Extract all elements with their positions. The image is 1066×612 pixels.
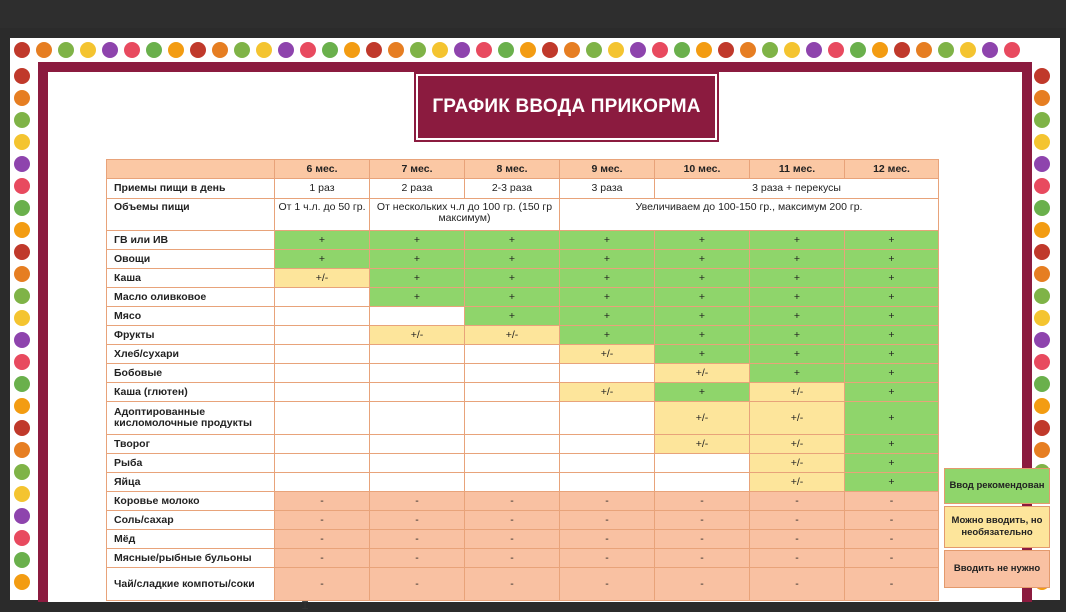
fruit-icon	[234, 42, 250, 58]
fruit-icon	[696, 42, 712, 58]
table-cell: +/-	[750, 435, 845, 454]
row-label: Чай/сладкие компоты/соки	[107, 568, 275, 601]
table-cell: -	[750, 511, 845, 530]
table-cell: Увеличиваем до 100-150 гр., максимум 200 гр.	[560, 199, 939, 231]
table-cell: -	[275, 530, 370, 549]
fruit-icon	[14, 112, 30, 128]
row-label: Овощи	[107, 250, 275, 269]
fruit-icon	[1034, 266, 1050, 282]
content-frame	[38, 62, 1045, 602]
fruit-icon	[1034, 398, 1050, 414]
table-cell	[370, 307, 465, 326]
row-label: Масло оливковое	[107, 288, 275, 307]
table-cell: -	[655, 549, 750, 568]
table-cell: +/-	[750, 383, 845, 402]
fruit-icon	[1034, 68, 1050, 84]
fruit-icon	[1034, 222, 1050, 238]
fruit-icon	[102, 42, 118, 58]
fruit-icon	[1034, 134, 1050, 150]
fruit-icon	[1004, 42, 1020, 58]
fruit-icon	[14, 486, 30, 502]
fruit-icon	[14, 90, 30, 106]
table-row	[107, 492, 939, 511]
table-cell	[275, 402, 370, 435]
table-cell: +/-	[750, 473, 845, 492]
table-cell: -	[655, 511, 750, 530]
table-cell: 2 раза	[370, 179, 465, 199]
table-cell: +/-	[370, 326, 465, 345]
fruit-icon	[410, 42, 426, 58]
table-cell	[560, 454, 655, 473]
table-cell	[465, 383, 560, 402]
fruit-icon	[520, 42, 536, 58]
fruit-icon	[14, 134, 30, 150]
table-row	[107, 454, 939, 473]
fruit-icon	[14, 398, 30, 414]
table-cell: -	[750, 530, 845, 549]
table-cell	[560, 402, 655, 435]
header-cell: 8 мес.	[465, 160, 560, 179]
fruit-icon	[14, 266, 30, 282]
row-label: ГВ или ИВ	[107, 231, 275, 250]
table-cell: -	[750, 492, 845, 511]
table-row	[107, 364, 939, 383]
table-cell	[275, 345, 370, 364]
table-cell: +/-	[465, 326, 560, 345]
row-label: Каша (глютен)	[107, 383, 275, 402]
fruit-icon	[740, 42, 756, 58]
table-cell	[370, 435, 465, 454]
table-row	[107, 568, 939, 601]
table-cell: +/-	[560, 345, 655, 364]
fruit-icon	[388, 42, 404, 58]
fruit-icon	[14, 200, 30, 216]
legend-recommended: Ввод рекомендован	[944, 468, 1050, 504]
table-cell	[465, 473, 560, 492]
table-row	[107, 549, 939, 568]
row-label: Фрукты	[107, 326, 275, 345]
fruit-icon	[432, 42, 448, 58]
table-cell: -	[275, 492, 370, 511]
table-cell: -	[275, 568, 370, 601]
fruit-icon	[960, 42, 976, 58]
fruit-icon	[14, 442, 30, 458]
table-cell: -	[845, 549, 939, 568]
row-label: Мясные/рыбные бульоны	[107, 549, 275, 568]
table-cell: +	[655, 383, 750, 402]
fruit-icon	[498, 42, 514, 58]
fruit-icon	[366, 42, 382, 58]
fruit-icon	[14, 310, 30, 326]
table-cell	[275, 364, 370, 383]
table-cell	[275, 326, 370, 345]
table-cell: +/-	[655, 435, 750, 454]
table-cell	[560, 473, 655, 492]
table-cell: -	[465, 492, 560, 511]
table-row	[107, 473, 939, 492]
table-cell: +	[845, 345, 939, 364]
table-cell: +	[465, 250, 560, 269]
row-label: Приемы пищи в день	[107, 179, 275, 199]
table-cell: +	[845, 402, 939, 435]
table-cell: +	[845, 435, 939, 454]
row-label: Мясо	[107, 307, 275, 326]
fruit-icon	[674, 42, 690, 58]
table-cell: -	[275, 549, 370, 568]
meals-row	[107, 179, 939, 199]
fruit-icon	[850, 42, 866, 58]
row-label: Хлеб/сухари	[107, 345, 275, 364]
fruit-icon	[630, 42, 646, 58]
fruit-icon	[894, 42, 910, 58]
table-cell: +	[655, 288, 750, 307]
table-row	[107, 231, 939, 250]
table-cell: +	[465, 269, 560, 288]
table-cell: От нескольких ч.л до 100 гр. (150 гр максимум)	[370, 199, 560, 231]
table-cell: -	[465, 511, 560, 530]
fruit-icon	[14, 508, 30, 524]
row-label: Яйца	[107, 473, 275, 492]
fruit-icon	[278, 42, 294, 58]
table-cell	[465, 435, 560, 454]
row-label: Соль/сахар	[107, 511, 275, 530]
fruit-icon	[1034, 178, 1050, 194]
table-cell	[655, 454, 750, 473]
fruit-icon	[14, 354, 30, 370]
text-cursor-icon: Ɪ	[302, 600, 309, 612]
table-cell: -	[370, 492, 465, 511]
table-cell: -	[655, 568, 750, 601]
table-cell	[465, 454, 560, 473]
table-cell: -	[560, 568, 655, 601]
table-cell: +	[845, 269, 939, 288]
table-cell: -	[560, 492, 655, 511]
fruit-icon	[14, 332, 30, 348]
fruit-icon	[344, 42, 360, 58]
fruit-icon	[476, 42, 492, 58]
table-cell: +	[465, 231, 560, 250]
table-cell	[370, 345, 465, 364]
fruit-icon	[454, 42, 470, 58]
fruit-icon	[762, 42, 778, 58]
table-row	[107, 269, 939, 288]
fruit-icon	[1034, 332, 1050, 348]
fruit-icon	[1034, 156, 1050, 172]
table-cell	[560, 364, 655, 383]
fruit-icon	[14, 68, 30, 84]
table-cell	[275, 473, 370, 492]
table-cell: +	[275, 231, 370, 250]
table-row	[107, 511, 939, 530]
table-cell: От 1 ч.л. до 50 гр.	[275, 199, 370, 231]
table-cell: +/-	[560, 383, 655, 402]
fruit-icon	[784, 42, 800, 58]
table-cell: +	[750, 288, 845, 307]
table-cell: +	[655, 269, 750, 288]
fruit-icon	[14, 552, 30, 568]
fruit-icon	[938, 42, 954, 58]
table-cell	[370, 383, 465, 402]
fruit-icon	[36, 42, 52, 58]
table-cell: -	[560, 530, 655, 549]
top-bar	[0, 0, 1066, 28]
table-cell: -	[560, 511, 655, 530]
fruit-icon	[1034, 244, 1050, 260]
fruit-icon	[300, 42, 316, 58]
table-cell	[275, 435, 370, 454]
table-cell: +/-	[655, 364, 750, 383]
table-cell: +	[845, 250, 939, 269]
table-cell: +	[750, 231, 845, 250]
table-cell: -	[560, 549, 655, 568]
row-label: Каша	[107, 269, 275, 288]
table-row	[107, 288, 939, 307]
table-cell: 3 раза + перекусы	[655, 179, 939, 199]
table-cell: -	[370, 530, 465, 549]
table-cell: +	[845, 383, 939, 402]
table-cell	[275, 307, 370, 326]
table-cell: +	[275, 250, 370, 269]
table-row	[107, 250, 939, 269]
table-cell: +/-	[750, 402, 845, 435]
fruit-icon	[806, 42, 822, 58]
fruit-icon	[542, 42, 558, 58]
table-row	[107, 383, 939, 402]
fruit-icon	[14, 288, 30, 304]
table-cell: +	[845, 364, 939, 383]
table-cell: +	[750, 269, 845, 288]
slide	[10, 38, 1060, 612]
fruit-icon	[14, 156, 30, 172]
table-cell: 1 раз	[275, 179, 370, 199]
table-cell: +	[845, 307, 939, 326]
fruit-icon	[608, 42, 624, 58]
fruit-icon	[14, 244, 30, 260]
fruit-icon	[14, 376, 30, 392]
table-cell	[465, 402, 560, 435]
table-cell: +/-	[750, 454, 845, 473]
fruit-icon	[146, 42, 162, 58]
fruit-icon	[982, 42, 998, 58]
table-cell: +	[370, 250, 465, 269]
fruit-icon	[14, 42, 30, 58]
table-cell: -	[845, 568, 939, 601]
fruit-icon	[322, 42, 338, 58]
fruit-icon	[1034, 310, 1050, 326]
fruit-icon	[718, 42, 734, 58]
row-label: Адоптированные кисломолочные продукты	[107, 402, 275, 435]
fruit-icon	[190, 42, 206, 58]
table-row	[107, 402, 939, 435]
table-cell: -	[845, 492, 939, 511]
table-cell: +	[370, 269, 465, 288]
fruit-icon	[80, 42, 96, 58]
table-cell: +	[655, 345, 750, 364]
table-cell: +	[845, 326, 939, 345]
fruit-icon	[1034, 354, 1050, 370]
table-cell: +	[465, 307, 560, 326]
table-cell: +	[655, 307, 750, 326]
table-row	[107, 435, 939, 454]
table-row	[107, 345, 939, 364]
fruit-border-top	[10, 38, 1060, 64]
page-title: ГРАФИК ВВОДА ПРИКОРМА	[416, 74, 717, 140]
table-cell: +	[750, 307, 845, 326]
table-cell	[370, 473, 465, 492]
fruit-icon	[1034, 376, 1050, 392]
fruit-icon	[872, 42, 888, 58]
table-cell: -	[465, 530, 560, 549]
table-cell: -	[370, 549, 465, 568]
table-cell: -	[750, 568, 845, 601]
table-cell	[370, 454, 465, 473]
table-cell	[370, 402, 465, 435]
table-cell: -	[465, 568, 560, 601]
fruit-icon	[1034, 420, 1050, 436]
header-cell: 9 мес.	[560, 160, 655, 179]
table-cell: +	[655, 326, 750, 345]
table-cell	[275, 383, 370, 402]
row-label: Рыба	[107, 454, 275, 473]
fruit-icon	[14, 574, 30, 590]
table-cell: 2-3 раза	[465, 179, 560, 199]
table-cell: +	[750, 345, 845, 364]
table-cell	[560, 435, 655, 454]
legend-not-needed: Вводить не нужно	[944, 550, 1050, 588]
table-cell	[465, 364, 560, 383]
header-cell: 12 мес.	[845, 160, 939, 179]
table-row	[107, 307, 939, 326]
fruit-icon	[124, 42, 140, 58]
table-cell: +	[845, 454, 939, 473]
fruit-icon	[586, 42, 602, 58]
row-label: Бобовые	[107, 364, 275, 383]
table-cell: -	[370, 511, 465, 530]
table-cell	[275, 288, 370, 307]
table-cell: -	[465, 549, 560, 568]
table-cell: +	[655, 250, 750, 269]
table-cell: -	[845, 511, 939, 530]
fruit-icon	[14, 420, 30, 436]
table-cell: +	[560, 288, 655, 307]
table-cell: +	[370, 288, 465, 307]
table-cell	[275, 454, 370, 473]
volume-row	[107, 199, 939, 231]
table-header-row	[107, 160, 939, 179]
fruit-border-left	[10, 64, 40, 600]
fruit-icon	[212, 42, 228, 58]
table-cell	[465, 345, 560, 364]
table-cell: +	[845, 288, 939, 307]
table-cell: +	[370, 231, 465, 250]
legend-optional: Можно вводить, но необязательно	[944, 506, 1050, 548]
fruit-icon	[828, 42, 844, 58]
fruit-icon	[916, 42, 932, 58]
table-row	[107, 530, 939, 549]
table-cell: +/-	[275, 269, 370, 288]
table-cell: +	[845, 473, 939, 492]
feeding-schedule-table	[106, 159, 939, 601]
table-cell: +/-	[655, 402, 750, 435]
header-cell: 10 мес.	[655, 160, 750, 179]
table-cell: +	[560, 307, 655, 326]
row-label: Мёд	[107, 530, 275, 549]
header-cell: 11 мес.	[750, 160, 845, 179]
header-cell	[107, 160, 275, 179]
fruit-icon	[14, 464, 30, 480]
table-cell	[370, 364, 465, 383]
table-cell: -	[655, 492, 750, 511]
table-cell: +	[465, 288, 560, 307]
fruit-icon	[14, 222, 30, 238]
table-cell: +	[560, 231, 655, 250]
fruit-icon	[14, 178, 30, 194]
table-cell: 3 раза	[560, 179, 655, 199]
row-label: Объемы пищи	[107, 199, 275, 231]
fruit-icon	[168, 42, 184, 58]
table-cell: +	[560, 250, 655, 269]
table-cell: +	[750, 364, 845, 383]
table-cell: +	[845, 231, 939, 250]
table-cell: -	[845, 530, 939, 549]
table-cell: -	[370, 568, 465, 601]
fruit-icon	[1034, 90, 1050, 106]
row-label: Коровье молоко	[107, 492, 275, 511]
table-cell: +	[750, 250, 845, 269]
header-cell: 6 мес.	[275, 160, 370, 179]
header-cell: 7 мес.	[370, 160, 465, 179]
fruit-icon	[58, 42, 74, 58]
fruit-icon	[1034, 288, 1050, 304]
table-cell: +	[750, 326, 845, 345]
fruit-icon	[1034, 442, 1050, 458]
fruit-icon	[652, 42, 668, 58]
table-cell: -	[655, 530, 750, 549]
table-cell: +	[560, 269, 655, 288]
row-label: Творог	[107, 435, 275, 454]
table-row	[107, 326, 939, 345]
fruit-icon	[256, 42, 272, 58]
fruit-icon	[564, 42, 580, 58]
table-cell: +	[560, 326, 655, 345]
table-cell: +	[655, 231, 750, 250]
table-cell: -	[275, 511, 370, 530]
fruit-icon	[1034, 112, 1050, 128]
table-cell	[655, 473, 750, 492]
fruit-icon	[14, 530, 30, 546]
fruit-icon	[1034, 200, 1050, 216]
table-cell: -	[750, 549, 845, 568]
